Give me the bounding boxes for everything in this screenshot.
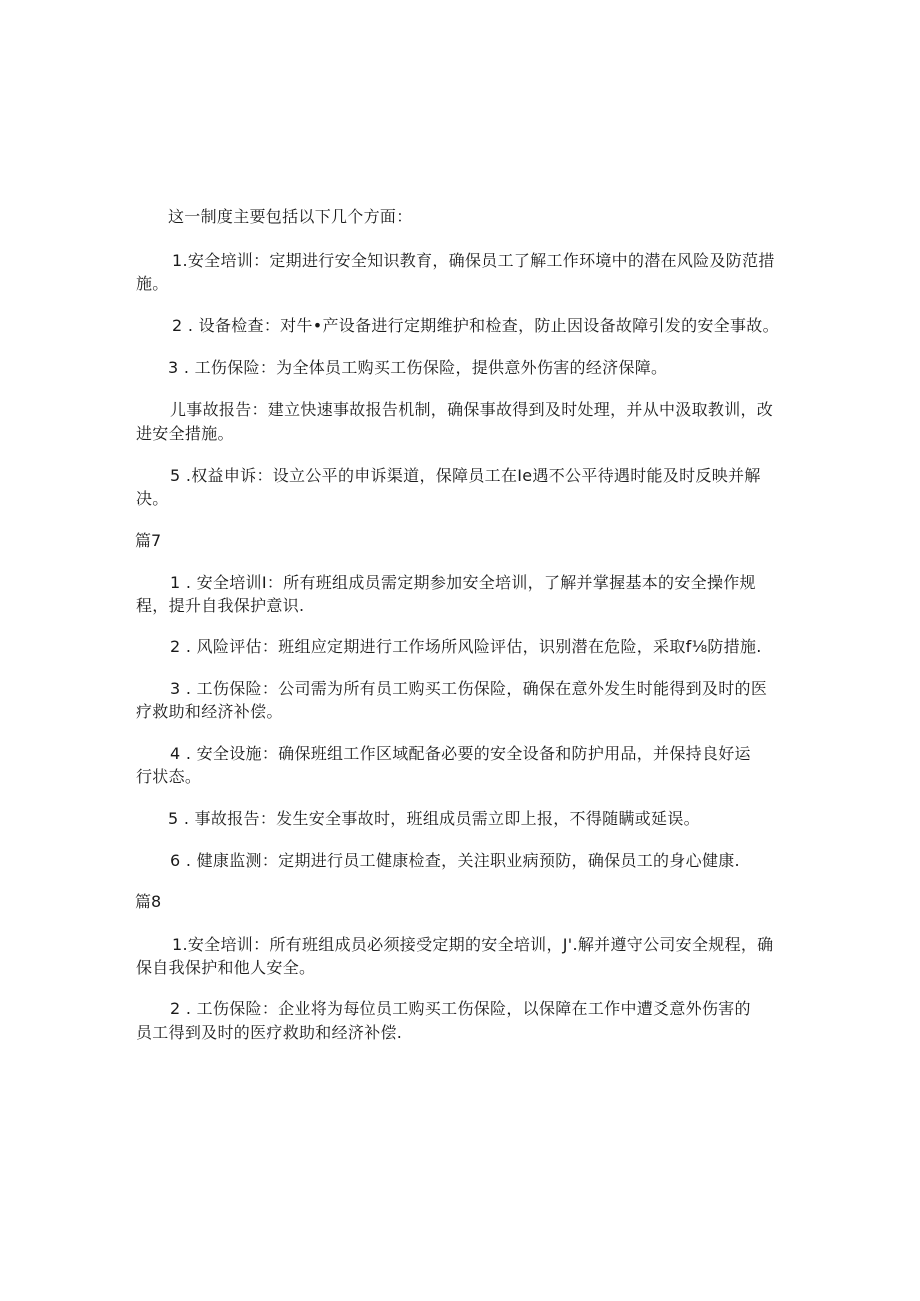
section-a-item-1-line-2: 施。: [136, 274, 169, 293]
intro-text: 这一制度主要包括以下几个方面：: [168, 207, 413, 226]
section-heading-8: 篇8: [135, 892, 162, 911]
section-a-item-4-line-1: 儿事故报告：建立快速事故报告机制，确保事故得到及时处理，并从中汲取教训，改: [170, 400, 774, 419]
section-b-item-5: 5 . 事故报告：发生安全事故时，班组成员需立即上报，不得随瞒或延误。: [168, 809, 700, 828]
section-a-item-1-line-1: 1.安全培训：定期进行安全知识教育，确保员工了解工作环境中的潜在风险及防范措: [172, 251, 775, 270]
section-b-item-4-line-2: 行状态。: [136, 767, 202, 786]
section-a-item-2: 2 . 设备检查：对牛•产设备进行定期维护和检查，防止因设备故障引发的安全事故。: [172, 316, 779, 335]
section-a-item-5-line-1: 5 .权益申诉：设立公平的申诉渠道，保障员工在Ie遇不公平待遇时能及时反映并解: [170, 466, 761, 485]
section-b-item-2: 2 . 风险评估：班组应定期进行工作场所风险评估，识别潜在危险，采取f⅛防措施.: [170, 637, 762, 656]
section-b-item-1-line-2: 程，提升自我保护意识.: [136, 596, 305, 615]
section-a-item-4-line-2: 进安全措施。: [136, 424, 234, 443]
section-b-item-1-line-1: 1 . 安全培训I：所有班组成员需定期参加安全培训，了解并掌握基本的安全操作规: [170, 573, 756, 592]
section-a-item-3: 3 . 工伤保险：为全体员工购买工伤保险，提供意外伤害的经济保障。: [168, 358, 668, 377]
section-b-item-6: 6 . 健康监测：定期进行员工健康检查，关注职业病预防，确保员工的身心健康.: [170, 851, 740, 870]
section-b-item-3-line-1: 3 . 工伤保险：公司需为所有员工购买工伤保险，确保在意外发生时能得到及时的医: [170, 679, 768, 698]
section-c-item-1-line-2: 保自我保护和他人安全。: [136, 958, 316, 977]
section-c-item-2-line-1: 2 . 工伤保险：企业将为每位员工购买工伤保险，以保障在工作中遭爻意外伤害的: [170, 999, 751, 1018]
section-a-item-5-line-2: 决。: [136, 489, 169, 508]
section-b-item-3-line-2: 疗救助和经济补偿。: [136, 702, 283, 721]
section-heading-7: 篇7: [135, 531, 162, 550]
section-b-item-4-line-1: 4 . 安全设施：确保班组工作区域配备必要的安全设备和防护用品，并保持良好运: [170, 744, 751, 763]
section-c-item-2-line-2: 员工得到及时的医疗救助和经济补偿.: [136, 1023, 403, 1042]
section-c-item-1-line-1: 1.安全培训：所有班组成员必须接受定期的安全培训，J'.解并遵守公司安全规程，确: [172, 935, 774, 954]
